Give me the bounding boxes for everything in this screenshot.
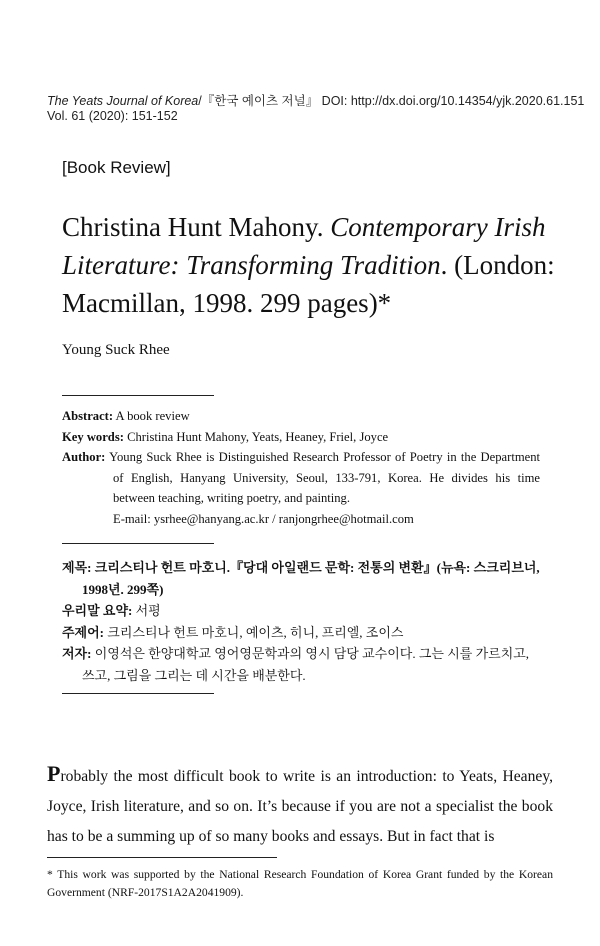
title-author-part: Christina Hunt Mahony. xyxy=(62,212,331,242)
article-author: Young Suck Rhee xyxy=(62,342,170,358)
paragraph-text: robably the most difficult book to write is an introduction: to Yeats, Heaney, Joyce, Irish literature, and so on. It’s because if you are not a specialist the book has to be a summing up of so many books and essays. But in fact that is xyxy=(47,768,553,845)
journal-doi: /『한국 예이츠 저널』 DOI: http://dx.doi.org/10.14354/yjk.2020.61.151 xyxy=(198,94,585,108)
body-text xyxy=(47,759,553,852)
korean-title-row xyxy=(62,557,540,600)
footnote-divider xyxy=(47,857,277,858)
author-label: Author: xyxy=(62,450,106,464)
running-header-volume: Vol. 61 (2020): 151-152 xyxy=(47,109,178,123)
keywords-text: Christina Hunt Mahony, Yeats, Heaney, Friel, Joyce xyxy=(123,429,389,444)
korean-author-text: 이영석은 한양대학교 영어영문학과의 영시 담당 교수이다. 그는 시를 가르치고, 쓰고, 그림을 그리는 데 시간을 배분한다. xyxy=(82,646,530,683)
title-book-name: Contemporary Irish Literature: Transforming Tradition xyxy=(62,212,546,280)
korean-keywords-label: 주제어: xyxy=(62,624,105,640)
journal-name: The Yeats Journal of Korea xyxy=(47,94,199,108)
korean-meta xyxy=(62,557,540,686)
author-email: E-mail: ysrhee@hanyang.ac.kr / ranjongrhee@hotmail.com xyxy=(113,511,414,526)
keywords-label: Key words: xyxy=(62,429,124,444)
paragraph xyxy=(47,759,553,852)
running-header-journal xyxy=(47,91,584,109)
title-publication-part: . (London: Macmillan, 1998. 299 pages)* xyxy=(62,250,555,318)
article-type-label: [Book Review] xyxy=(62,158,171,177)
footnote: * This work was supported by the National Research Foundation of Korea Grant funded by the Korean Government (NRF-2017S1A2A2041909). xyxy=(47,868,553,899)
author-row xyxy=(62,447,540,529)
article-meta xyxy=(62,406,540,529)
korean-author-row xyxy=(62,643,540,686)
abstract-text: A book review xyxy=(113,409,190,423)
abstract-row xyxy=(62,406,540,427)
abstract-label: Abstract: xyxy=(62,409,114,423)
divider xyxy=(62,543,214,544)
korean-summary-label: 우리말 요약: xyxy=(62,603,133,618)
korean-keywords-row xyxy=(62,622,540,644)
korean-summary-row xyxy=(62,600,540,622)
drop-letter: P xyxy=(47,761,61,786)
korean-title-text: 크리스티나 헌트 마호니.『당대 아일랜드 문학: 전통의 변환』(뉴욕: 스크리브너, 1998년. 299쪽) xyxy=(82,560,540,597)
divider xyxy=(62,395,214,396)
keywords-row xyxy=(62,427,540,448)
korean-title-label: 제목: xyxy=(62,560,92,575)
author-bio: Young Suck Rhee is Distinguished Research Professor of Poetry in the Department of English, Hanyang University, Seoul, 133-791, Korea. He divides his time between teaching, writing poetry, and painting. xyxy=(105,450,540,505)
korean-author-label: 저자: xyxy=(62,646,92,661)
korean-keywords-text: 크리스티나 헌트 마호니, 예이츠, 히니, 프리엘, 조이스 xyxy=(104,624,404,640)
korean-summary-text: 서평 xyxy=(132,603,161,618)
article-title xyxy=(62,208,562,322)
divider xyxy=(62,693,214,694)
